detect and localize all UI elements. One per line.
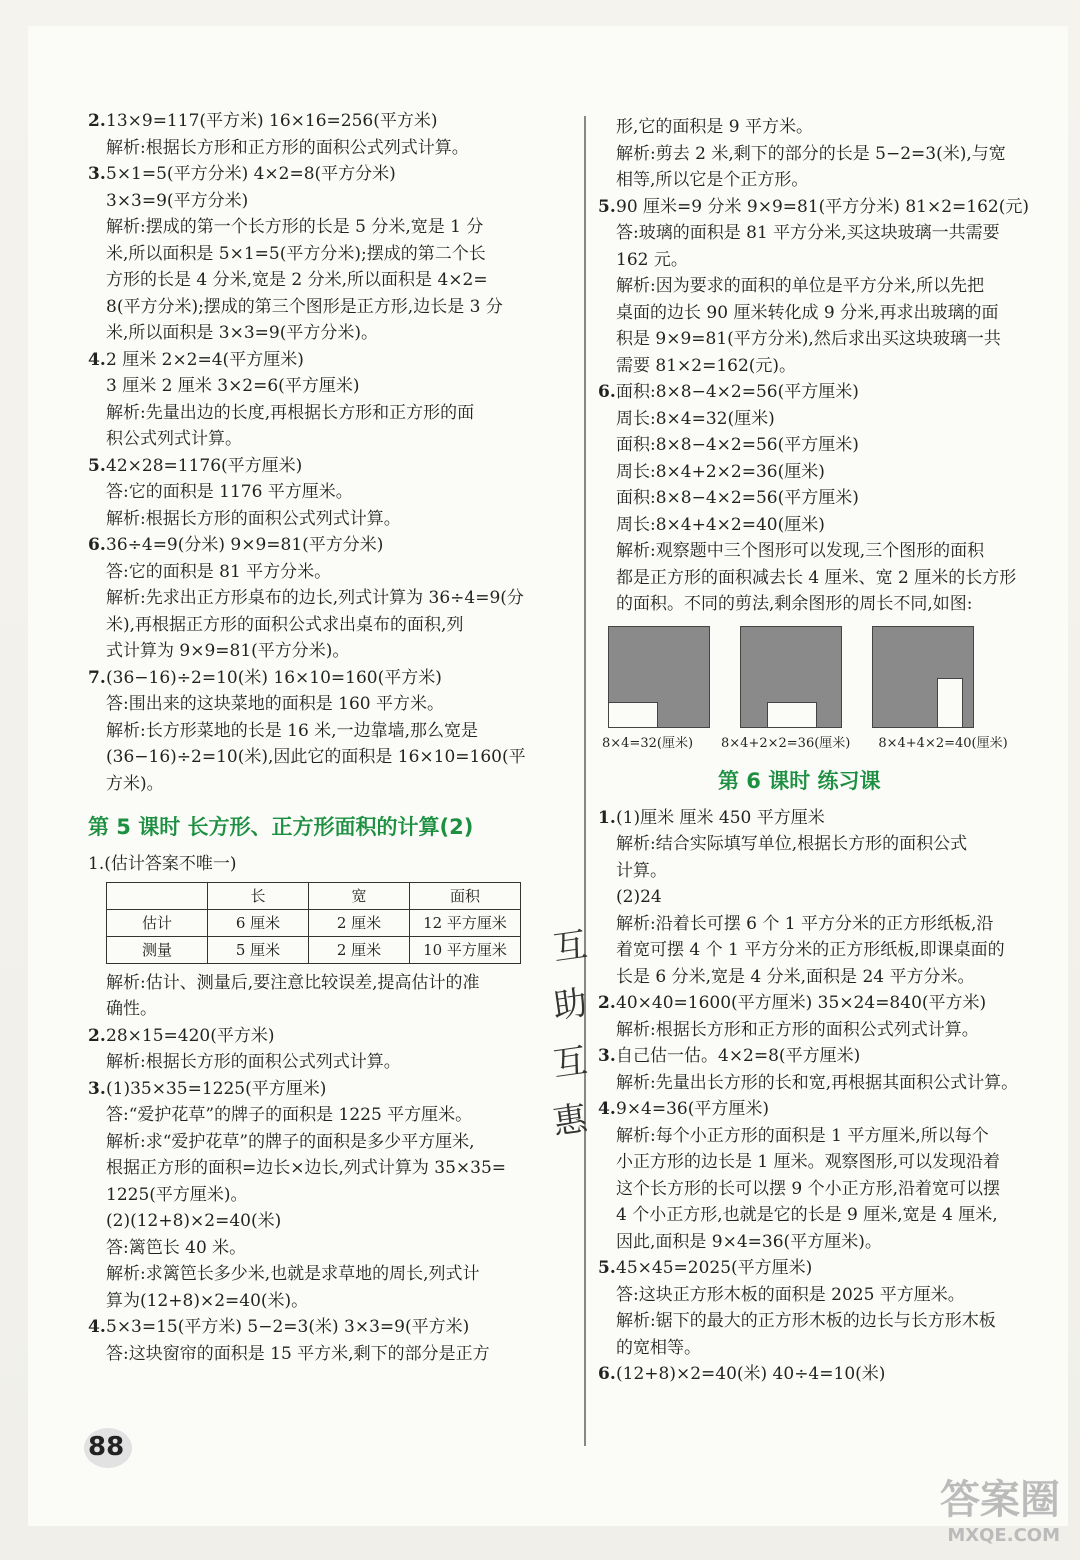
answer-number: 2. bbox=[598, 993, 616, 1013]
answer-line: 解析:剪去 2 米,剩下的部分的长是 5−2=3(米),与宽 bbox=[616, 143, 1006, 164]
figure-label: 8×4=32(厘米) bbox=[602, 735, 694, 751]
answer-line: 着宽可摆 4 个 1 平方分米的正方形纸板,即课桌面的 bbox=[616, 940, 1005, 960]
figure-square-3 bbox=[872, 626, 974, 728]
answer-number: 4. bbox=[88, 349, 106, 370]
answer-item bbox=[598, 194, 1068, 221]
answer-line: 周长:8×4=32(厘米) bbox=[616, 408, 775, 429]
answer-line: 解析:根据长方形和正方形的面积公式列式计算。 bbox=[106, 137, 469, 158]
answer-line: 3 厘米 2 厘米 3×2=6(平方厘米) bbox=[106, 376, 360, 396]
answer-line: 方米)。 bbox=[106, 773, 164, 794]
answer-line: 解析:根据长方形的面积公式列式计算。 bbox=[106, 1052, 401, 1072]
lesson5-title: 第 5 课时 长方形、正方形面积的计算(2) bbox=[88, 815, 474, 839]
answer-line: 解析:根据长方形和正方形的面积公式列式计算。 bbox=[616, 1019, 979, 1040]
answer-number: 1. bbox=[598, 807, 616, 828]
answer-text: 5×3=15(平方米) 5−2=3(米) 3×3=9(平方米) bbox=[106, 1317, 470, 1337]
answer-number: 6. bbox=[598, 1364, 616, 1384]
answer-line: 方形的长是 4 分米,宽是 2 分米,所以面积是 4×2= bbox=[106, 270, 488, 290]
right-answers-part2 bbox=[598, 805, 1068, 1388]
answer-line: 答:它的面积是 81 平方分米。 bbox=[106, 561, 332, 582]
answer-line: 形,它的面积是 9 平方米。 bbox=[616, 117, 814, 137]
answer-line: 答:围出来的这块菜地的面积是 160 平方米。 bbox=[106, 694, 444, 714]
answer-line: 周长:8×4+2×2=36(厘米) bbox=[616, 461, 825, 482]
answer-line: 的宽相等。 bbox=[616, 1337, 701, 1358]
answer-line: (36−16)÷2=10(米),因此它的面积是 16×10=160(平 bbox=[106, 747, 526, 767]
answer-line: 根据正方形的面积=边长×边长,列式计算为 35×35= bbox=[106, 1158, 507, 1178]
table-cell: 2 厘米 bbox=[309, 909, 410, 936]
answer-text: 5×1=5(平方分米) 4×2=8(平方分米) bbox=[106, 164, 396, 184]
answer-line: 因此,面积是 9×4=36(平方厘米)。 bbox=[616, 1231, 882, 1252]
answer-line: 米,所以面积是 5×1=5(平方分米);摆成的第二个长 bbox=[106, 243, 486, 264]
answer-text: 面积:8×8−4×2=56(平方厘米) bbox=[616, 382, 859, 402]
handwritten-char: 助 bbox=[550, 982, 590, 1027]
answer-item bbox=[598, 379, 1068, 406]
table-cell: 12 平方厘米 bbox=[410, 909, 521, 936]
table-cell: 宽 bbox=[309, 882, 410, 909]
table-cell: 6 厘米 bbox=[208, 909, 309, 936]
answer-line: 答:这块正方形木板的面积是 2025 平方厘米。 bbox=[616, 1284, 965, 1305]
left-answers-part2 bbox=[88, 970, 578, 1368]
answer-number: 3. bbox=[88, 1078, 106, 1099]
answer-line: 3×3=9(平方分米) bbox=[106, 190, 249, 211]
answer-number: 5. bbox=[598, 196, 616, 217]
answer-item bbox=[598, 1096, 1068, 1123]
answer-line: 答:玻璃的面积是 81 平方分米,买这块玻璃一共需要 bbox=[616, 223, 1000, 243]
answer-item bbox=[88, 1076, 578, 1103]
answer-text: 2 厘米 2×2=4(平方厘米) bbox=[106, 349, 304, 370]
answer-number: 5. bbox=[88, 455, 106, 476]
answer-item bbox=[598, 1255, 1068, 1282]
answer-item bbox=[88, 532, 578, 559]
figure-label: 8×4+4×2=40(厘米) bbox=[878, 735, 1008, 751]
answer-text: (36−16)÷2=10(米) 16×10=160(平方米) bbox=[106, 667, 442, 688]
answer-line: 米,所以面积是 3×3=9(平方分米)。 bbox=[106, 323, 379, 343]
answer-text: (1)35×35=1225(平方厘米) bbox=[106, 1078, 327, 1099]
handwritten-note bbox=[550, 916, 613, 1176]
answer-item bbox=[88, 347, 578, 374]
answer-line: 解析:求“爱护花草”的牌子的面积是多少平方厘米, bbox=[106, 1131, 475, 1152]
watermark-logo: 答案圈 bbox=[940, 1477, 1060, 1523]
figure-labels bbox=[602, 732, 1068, 751]
answer-item bbox=[88, 108, 578, 135]
column-divider bbox=[584, 116, 586, 1446]
answer-number: 4. bbox=[598, 1099, 616, 1119]
answer-line: 答:它的面积是 1176 平方厘米。 bbox=[106, 482, 353, 502]
table-row bbox=[107, 936, 521, 963]
answer-text: (12+8)×2=40(米) 40÷4=10(米) bbox=[616, 1364, 886, 1384]
answer-item bbox=[598, 1361, 1068, 1388]
answer-line: 积公式列式计算。 bbox=[106, 429, 242, 449]
right-column bbox=[598, 114, 1068, 1388]
right-answers-part1 bbox=[598, 114, 1068, 618]
answer-number: 7. bbox=[88, 667, 106, 688]
answer-text: 自己估一估。4×2=8(平方厘米) bbox=[616, 1046, 861, 1066]
answer-line: 解析:估计、测量后,要注意比较误差,提高估计的准 bbox=[106, 972, 480, 993]
answer-line: 面积:8×8−4×2=56(平方厘米) bbox=[616, 488, 859, 508]
handwritten-char: 互 bbox=[550, 924, 590, 969]
table-cell: 面积 bbox=[410, 882, 521, 909]
answer-line: 积是 9×9=81(平方分米),然后求出买这块玻璃一共 bbox=[616, 329, 1001, 349]
answer-text: (1)厘米 厘米 450 平方厘米 bbox=[616, 807, 825, 828]
left-answers-part1 bbox=[88, 108, 578, 797]
figure-label: 8×4+2×2=36(厘米) bbox=[721, 735, 851, 751]
answer-line: 计算。 bbox=[616, 860, 667, 881]
watermark bbox=[940, 1468, 1060, 1546]
page-number: 88 bbox=[88, 1432, 125, 1462]
answer-item bbox=[88, 1314, 578, 1341]
answer-line: 解析:观察题中三个图形可以发现,三个图形的面积 bbox=[616, 541, 985, 561]
answer-number: 6. bbox=[598, 382, 616, 402]
answer-text: 40×40=1600(平方厘米) 35×24=840(平方米) bbox=[616, 993, 987, 1013]
answer-line: 解析:先量出边的长度,再根据长方形和正方形的面 bbox=[106, 402, 475, 423]
table-header-row bbox=[107, 882, 521, 909]
lesson6-title: 第 6 课时 练习课 bbox=[718, 768, 881, 793]
answer-number: 3. bbox=[88, 164, 106, 184]
answer-line: 解析:求篱笆长多少米,也就是求草地的周长,列式计 bbox=[106, 1264, 480, 1284]
answer-item bbox=[88, 1023, 578, 1050]
answer-line: 长是 6 分米,宽是 4 分米,面积是 24 平方分米。 bbox=[616, 966, 975, 987]
lesson5-q1: 1.(估计答案不唯一) bbox=[88, 854, 237, 874]
answer-line: 解析:先量出长方形的长和宽,再根据其面积公式计算。 bbox=[616, 1072, 1019, 1093]
answer-line: 米),再根据正方形的面积公式求出桌布的面积,列 bbox=[106, 614, 464, 635]
answer-item bbox=[598, 1043, 1068, 1070]
answer-line: 式计算为 9×9=81(平方分米)。 bbox=[106, 641, 350, 661]
handwritten-char: 互 bbox=[550, 1040, 590, 1085]
answer-number: 6. bbox=[88, 535, 106, 555]
figure-square-1 bbox=[608, 626, 710, 728]
answer-item bbox=[88, 665, 578, 692]
answer-item bbox=[598, 990, 1068, 1017]
answer-line: 答:篱笆长 40 米。 bbox=[106, 1237, 247, 1258]
answer-text: 36÷4=9(分米) 9×9=81(平方分米) bbox=[106, 535, 384, 555]
answer-line: 解析:结合实际填写单位,根据长方形的面积公式 bbox=[616, 834, 968, 854]
answer-line: 解析:因为要求的面积的单位是平方分米,所以先把 bbox=[616, 276, 985, 296]
answer-number: 2. bbox=[88, 111, 106, 131]
answer-line: 解析:先求出正方形桌布的边长,列式计算为 36÷4=9(分 bbox=[106, 588, 524, 608]
answer-number: 3. bbox=[598, 1046, 616, 1066]
table-cell: 2 厘米 bbox=[309, 936, 410, 963]
answer-line: 确性。 bbox=[106, 999, 157, 1019]
answer-line: 162 元。 bbox=[616, 249, 688, 270]
handwritten-char: 惠 bbox=[550, 1098, 590, 1143]
table-cell: 估计 bbox=[107, 909, 208, 936]
table-row bbox=[107, 909, 521, 936]
answer-line: 解析:锯下的最大的正方形木板的边长与长方形木板 bbox=[616, 1311, 996, 1331]
cut-figures bbox=[608, 626, 1068, 728]
table-cell: 长 bbox=[208, 882, 309, 909]
document-sheet bbox=[28, 26, 1068, 1526]
answer-line: (2)(12+8)×2=40(米) bbox=[106, 1211, 282, 1231]
table-cell bbox=[107, 882, 208, 909]
answer-line: 面积:8×8−4×2=56(平方厘米) bbox=[616, 435, 859, 455]
answer-line: 需要 81×2=162(元)。 bbox=[616, 355, 797, 376]
answer-line: 解析:摆成的第一个长方形的长是 5 分米,宽是 1 分 bbox=[106, 217, 484, 237]
answer-line: (2)24 bbox=[616, 887, 662, 907]
answer-line: 解析:每个小正方形的面积是 1 平方厘米,所以每个 bbox=[616, 1125, 989, 1146]
answer-text: 9×4=36(平方厘米) bbox=[616, 1099, 770, 1119]
table-cell: 10 平方厘米 bbox=[410, 936, 521, 963]
answer-line: 答:“爱护花草”的牌子的面积是 1225 平方厘米。 bbox=[106, 1105, 473, 1125]
answer-item bbox=[88, 161, 578, 188]
answer-number: 4. bbox=[88, 1317, 106, 1337]
figure-square-2 bbox=[740, 626, 842, 728]
answer-line: 相等,所以它是个正方形。 bbox=[616, 170, 809, 190]
answer-line: 桌面的边长 90 厘米转化成 9 分米,再求出玻璃的面 bbox=[616, 302, 999, 323]
answer-line: 答:这块窗帘的面积是 15 平方米,剩下的部分是正方 bbox=[106, 1343, 490, 1364]
answer-text: 42×28=1176(平方厘米) bbox=[106, 455, 303, 476]
left-column bbox=[88, 108, 578, 1367]
answer-text: 13×9=117(平方米) 16×16=256(平方米) bbox=[106, 111, 438, 131]
answer-line: 解析:根据长方形的面积公式列式计算。 bbox=[106, 508, 401, 529]
answer-line: 小正方形的边长是 1 厘米。观察图形,可以发现沿着 bbox=[616, 1152, 1001, 1172]
answer-number: 5. bbox=[598, 1258, 616, 1278]
answer-item bbox=[598, 805, 1068, 832]
table-cell: 5 厘米 bbox=[208, 936, 309, 963]
answer-line: 的面积。不同的剪法,剩余图形的周长不同,如图: bbox=[616, 594, 973, 614]
table-cell: 测量 bbox=[107, 936, 208, 963]
answer-line: 算为(12+8)×2=40(米)。 bbox=[106, 1290, 309, 1311]
answer-line: 1225(平方厘米)。 bbox=[106, 1184, 248, 1205]
answer-line: 解析:长方形菜地的长是 16 米,一边靠墙,那么宽是 bbox=[106, 720, 478, 741]
answer-line: 这个长方形的长可以摆 9 个小正方形,沿着宽可以摆 bbox=[616, 1178, 1001, 1199]
answer-line: 解析:沿着长可摆 6 个 1 平方分米的正方形纸板,沿 bbox=[616, 913, 994, 934]
answer-line: 4 个小正方形,也就是它的长是 9 厘米,宽是 4 厘米, bbox=[616, 1205, 998, 1225]
estimate-table bbox=[106, 882, 521, 964]
answer-line: 8(平方分米);摆成的第三个图形是正方形,边长是 3 分 bbox=[106, 296, 503, 317]
watermark-url: MXQE.COM bbox=[947, 1525, 1060, 1546]
answer-text: 45×45=2025(平方厘米) bbox=[616, 1258, 813, 1278]
answer-line: 周长:8×4+4×2=40(厘米) bbox=[616, 514, 825, 535]
answer-number: 2. bbox=[88, 1025, 106, 1046]
answer-text: 90 厘米=9 分米 9×9=81(平方分米) 81×2=162(元) bbox=[616, 196, 1029, 217]
answer-line: 都是正方形的面积减去长 4 厘米、宽 2 厘米的长方形 bbox=[616, 567, 1017, 588]
answer-text: 28×15=420(平方米) bbox=[106, 1025, 275, 1046]
answer-item bbox=[88, 453, 578, 480]
